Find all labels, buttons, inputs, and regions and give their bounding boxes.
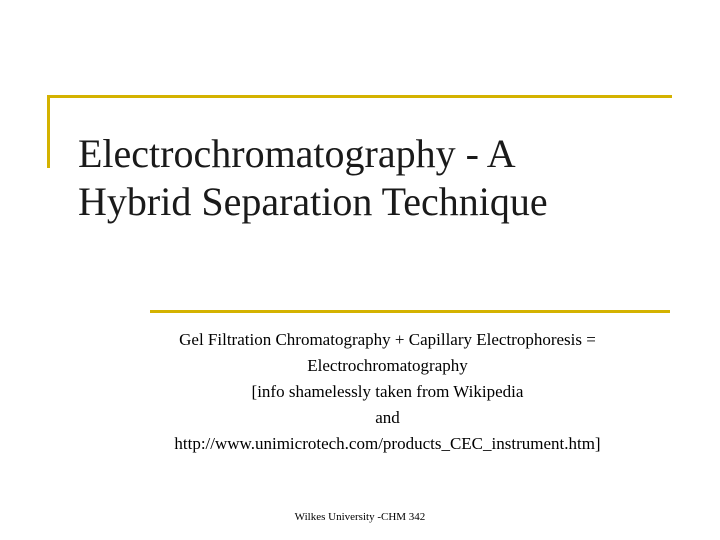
- slide-title: [78, 130, 698, 226]
- subtitle-line-5: http://www.unimicrotech.com/products_CEC_instrument.htm]: [174, 434, 601, 453]
- slide-subtitle: [100, 327, 675, 457]
- title-line-1: Electrochromatography - A: [78, 131, 516, 176]
- title-left-rule: [47, 95, 50, 168]
- subtitle-line-1: Gel Filtration Chromatography + Capillary Electrophoresis =: [179, 330, 596, 349]
- subtitle-line-4: and: [375, 408, 400, 427]
- subtitle-line-2: Electrochromatography: [307, 356, 468, 375]
- title-line-2: Hybrid Separation Technique: [78, 179, 548, 224]
- title-top-rule: [47, 95, 672, 98]
- slide-footer: Wilkes University -CHM 342: [294, 511, 426, 523]
- subtitle-divider-rule: [150, 310, 670, 313]
- subtitle-line-3: [info shamelessly taken from Wikipedia: [251, 382, 524, 401]
